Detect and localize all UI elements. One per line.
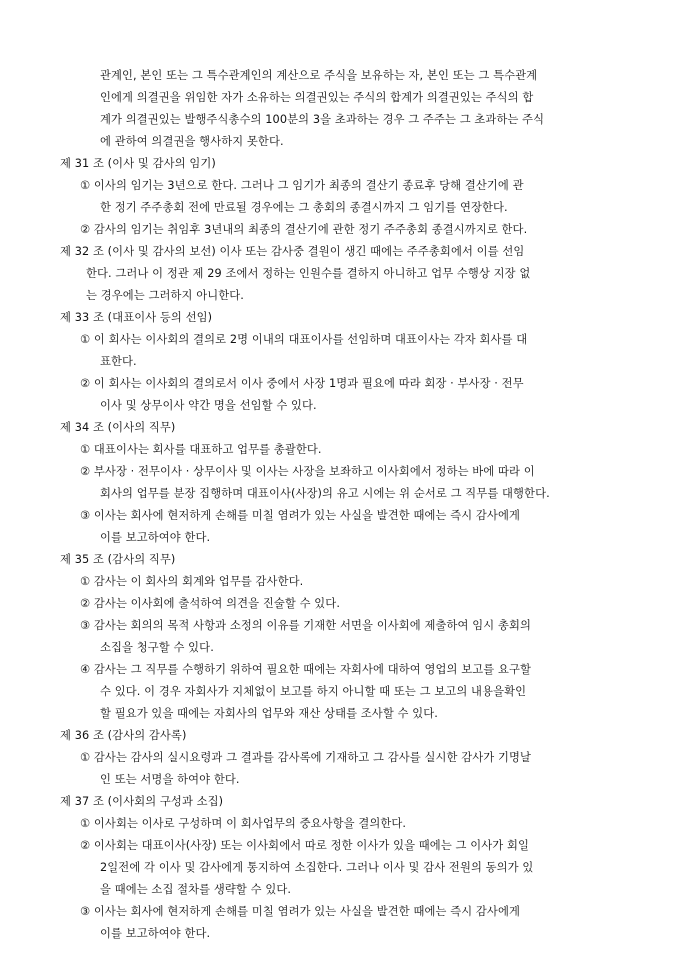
clause-line: ① 이사회는 이사로 구성하며 이 회사업무의 중요사항을 결의한다. <box>80 817 407 830</box>
clause-line: ① 감사는 감사의 실시요령과 그 결과를 감사록에 기재하고 그 감사를 실시한 감사가 기명날 <box>80 751 531 764</box>
clause-line: ② 이사회는 대표이사(사장) 또는 이사회에서 따로 정한 이사가 있을 때에는 그 이사가 회일 <box>80 839 529 852</box>
clause-continuation: 2일전에 각 이사 및 감사에게 통지하여 소집한다. 그러나 이사 및 감사 전원의 동의가 있 <box>100 861 534 874</box>
article-heading: 제 35 조 (감사의 직무) <box>60 553 176 566</box>
body-text-line: 에 관하여 의결권을 행사하지 못한다. <box>100 135 284 148</box>
body-text-line: 인에게 의결권을 위임한 자가 소유하는 의결권있는 주식의 합계가 의결권있는 주식의 합 <box>100 91 534 104</box>
article-heading: 제 31 조 (이사 및 감사의 임기) <box>60 157 216 170</box>
clause-continuation: 을 때에는 소집 절차를 생략할 수 있다. <box>100 883 292 896</box>
body-text-line: 관계인, 본인 또는 그 특수관계인의 계산으로 주식을 보유하는 자, 본인 또는 그 특수관계 <box>100 69 538 82</box>
clause-line: ③ 이사는 회사에 현저하게 손해를 미칠 염려가 있는 사실을 발견한 때에는 즉시 감사에게 <box>80 905 520 918</box>
clause-line: ④ 감사는 그 직무를 수행하기 위하여 필요한 때에는 자회사에 대하여 영업의 보고를 요구할 <box>80 663 531 676</box>
clause-continuation: 수 있다. 이 경우 자회사가 지체없이 보고를 하지 아니할 때 또는 그 보고의 내용을확인 <box>100 685 527 698</box>
clause-line: ① 이사의 임기는 3년으로 한다. 그러나 그 임기가 최종의 결산기 종료후 당해 결산기에 관 <box>80 179 524 192</box>
article-heading: 제 37 조 (이사회의 구성과 소집) <box>60 795 224 808</box>
clause-line: ② 감사는 이사회에 출석하여 의견을 진술할 수 있다. <box>80 597 341 610</box>
clause-line: ③ 감사는 회의의 목적 사항과 소정의 이유를 기재한 서면을 이사회에 제출하여 임시 총회의 <box>80 619 531 632</box>
clause-line: ② 이 회사는 이사회의 결의로서 이사 중에서 사장 1명과 필요에 따라 회장 · 부사장 · 전무 <box>80 377 524 390</box>
clause-continuation: 이를 보고하여야 한다. <box>100 531 211 544</box>
article-heading: 제 34 조 (이사의 직무) <box>60 421 176 434</box>
clause-line: ① 이 회사는 이사회의 결의로 2명 이내의 대표이사를 선임하며 대표이사는 각자 회사를 대 <box>80 333 528 346</box>
clause-continuation: 인 또는 서명을 하여야 한다. <box>100 773 240 786</box>
clause-continuation: 이사 및 상무이사 약간 명을 선임할 수 있다. <box>100 399 317 412</box>
clause-line: ③ 이사는 회사에 현저하게 손해를 미칠 염려가 있는 사실을 발견한 때에는 즉시 감사에게 <box>80 509 520 522</box>
clause-line: ② 부사장 · 전무이사 · 상무이사 및 이사는 사장을 보좌하고 이사회에서 정하는 바에 따라 이 <box>80 465 535 478</box>
body-text-line: 계가 의결권있는 발행주식총수의 100분의 3을 초과하는 경우 그 주주는 그 초과하는 주식 <box>100 113 545 126</box>
article-heading: 제 32 조 (이사 및 감사의 보선) 이사 또는 감사중 결원이 생긴 때에는 주주총회에서 이를 선임 <box>60 245 525 258</box>
clause-continuation: 한 정기 주주총회 전에 만료될 경우에는 그 총회의 종결시까지 그 임기를 연장한다. <box>100 201 508 214</box>
article-continuation: 는 경우에는 그러하지 아니한다. <box>86 289 244 302</box>
clause-continuation: 이를 보고하여야 한다. <box>100 927 211 940</box>
article-heading: 제 36 조 (감사의 감사록) <box>60 729 187 742</box>
clause-line: ① 대표이사는 회사를 대표하고 업무를 총괄한다. <box>80 443 322 456</box>
clause-continuation: 할 필요가 있을 때에는 자회사의 업무와 재산 상태를 조사할 수 있다. <box>100 707 438 720</box>
clause-line: ① 감사는 이 회사의 회계와 업무를 감사한다. <box>80 575 304 588</box>
article-heading: 제 33 조 (대표이사 등의 선임) <box>60 311 213 324</box>
article-continuation: 한다. 그러나 이 정관 제 29 조에서 정하는 인원수를 결하지 아니하고 업무 수행상 지장 없 <box>86 267 531 280</box>
clause-line: ② 감사의 임기는 취임후 3년내의 최종의 결산기에 관한 정기 주주총회 종결시까지로 한다. <box>80 223 528 236</box>
clause-continuation: 표한다. <box>100 355 137 368</box>
clause-continuation: 소집을 청구할 수 있다. <box>100 641 214 654</box>
clause-continuation: 회사의 업무를 분장 집행하며 대표이사(사장)의 유고 시에는 위 순서로 그 직무를 대행한다. <box>100 487 550 500</box>
